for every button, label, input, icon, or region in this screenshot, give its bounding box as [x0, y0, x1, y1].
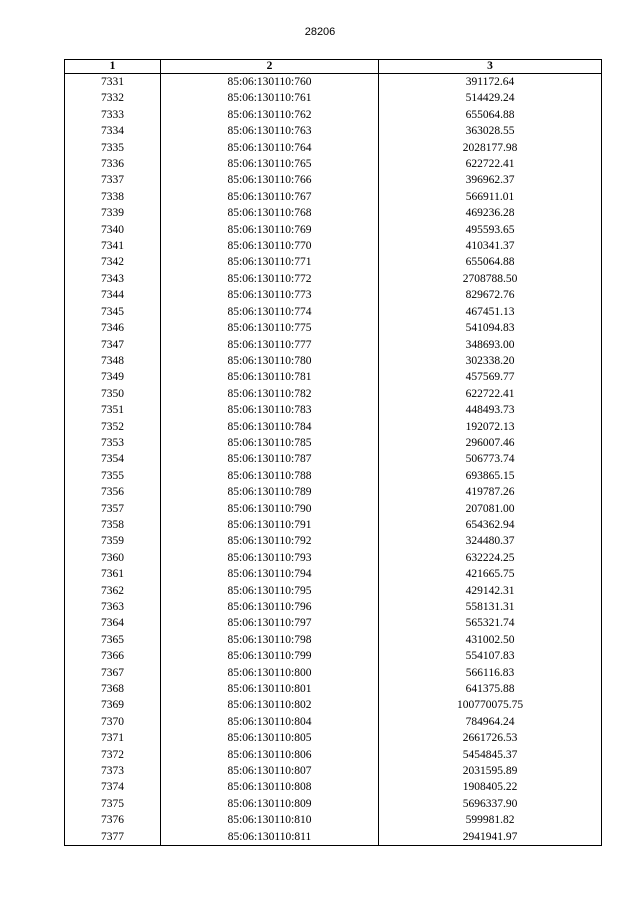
table-row	[65, 468, 602, 484]
data-table	[64, 59, 602, 846]
table-row	[65, 533, 602, 549]
value-cell: 5696337.90	[379, 796, 602, 812]
cadastral-number-cell: 85:06:130110:787	[161, 451, 379, 467]
table-row	[65, 747, 602, 763]
table-row	[65, 287, 602, 303]
cadastral-number-cell: 85:06:130110:774	[161, 304, 379, 320]
table-row	[65, 697, 602, 713]
cadastral-number-cell: 85:06:130110:777	[161, 337, 379, 353]
table-row	[65, 615, 602, 631]
row-number-cell: 7368	[65, 681, 161, 697]
cadastral-number-cell: 85:06:130110:806	[161, 747, 379, 763]
table-header	[65, 60, 602, 74]
cadastral-number-cell: 85:06:130110:811	[161, 829, 379, 846]
table-row	[65, 320, 602, 336]
value-cell: 2661726.53	[379, 730, 602, 746]
value-cell: 207081.00	[379, 501, 602, 517]
value-cell: 5454845.37	[379, 747, 602, 763]
row-number-cell: 7337	[65, 172, 161, 188]
row-number-cell: 7355	[65, 468, 161, 484]
table-row	[65, 566, 602, 582]
row-number-cell: 7345	[65, 304, 161, 320]
table-row	[65, 140, 602, 156]
row-number-cell: 7353	[65, 435, 161, 451]
row-number-cell: 7342	[65, 254, 161, 270]
row-number-cell: 7357	[65, 501, 161, 517]
row-number-cell: 7372	[65, 747, 161, 763]
cadastral-number-cell: 85:06:130110:768	[161, 205, 379, 221]
cadastral-number-cell: 85:06:130110:802	[161, 697, 379, 713]
cadastral-number-cell: 85:06:130110:775	[161, 320, 379, 336]
table-row	[65, 90, 602, 106]
cadastral-number-cell: 85:06:130110:769	[161, 222, 379, 238]
table-row	[65, 583, 602, 599]
row-number-cell: 7332	[65, 90, 161, 106]
value-cell: 410341.37	[379, 238, 602, 254]
cadastral-number-cell: 85:06:130110:782	[161, 386, 379, 402]
table-row	[65, 304, 602, 320]
value-cell: 100770075.75	[379, 697, 602, 713]
row-number-cell: 7363	[65, 599, 161, 615]
value-cell: 784964.24	[379, 714, 602, 730]
cadastral-number-cell: 85:06:130110:790	[161, 501, 379, 517]
value-cell: 514429.24	[379, 90, 602, 106]
row-number-cell: 7351	[65, 402, 161, 418]
value-cell: 192072.13	[379, 419, 602, 435]
table-row	[65, 386, 602, 402]
table-row	[65, 369, 602, 385]
value-cell: 632224.25	[379, 550, 602, 566]
cadastral-number-cell: 85:06:130110:761	[161, 90, 379, 106]
value-cell: 2708788.50	[379, 271, 602, 287]
table-row	[65, 402, 602, 418]
table-row	[65, 337, 602, 353]
value-cell: 829672.76	[379, 287, 602, 303]
table-row	[65, 353, 602, 369]
row-number-cell: 7375	[65, 796, 161, 812]
row-number-cell: 7336	[65, 156, 161, 172]
value-cell: 599981.82	[379, 812, 602, 828]
cadastral-number-cell: 85:06:130110:763	[161, 123, 379, 139]
value-cell: 566116.83	[379, 665, 602, 681]
table-row	[65, 419, 602, 435]
cadastral-number-cell: 85:06:130110:784	[161, 419, 379, 435]
row-number-cell: 7352	[65, 419, 161, 435]
cadastral-number-cell: 85:06:130110:792	[161, 533, 379, 549]
value-cell: 396962.37	[379, 172, 602, 188]
value-cell: 324480.37	[379, 533, 602, 549]
cadastral-number-cell: 85:06:130110:767	[161, 189, 379, 205]
value-cell: 457569.77	[379, 369, 602, 385]
table-row	[65, 271, 602, 287]
cadastral-number-cell: 85:06:130110:764	[161, 140, 379, 156]
value-cell: 469236.28	[379, 205, 602, 221]
cadastral-number-cell: 85:06:130110:804	[161, 714, 379, 730]
value-cell: 2031595.89	[379, 763, 602, 779]
table-row	[65, 74, 602, 91]
value-cell: 467451.13	[379, 304, 602, 320]
cadastral-number-cell: 85:06:130110:808	[161, 779, 379, 795]
table-row	[65, 484, 602, 500]
row-number-cell: 7367	[65, 665, 161, 681]
row-number-cell: 7346	[65, 320, 161, 336]
value-cell: 541094.83	[379, 320, 602, 336]
cadastral-number-cell: 85:06:130110:773	[161, 287, 379, 303]
table-row	[65, 156, 602, 172]
value-cell: 421665.75	[379, 566, 602, 582]
row-number-cell: 7339	[65, 205, 161, 221]
table-row	[65, 451, 602, 467]
page-number: 28206	[304, 26, 336, 38]
row-number-cell: 7366	[65, 648, 161, 664]
row-number-cell: 7370	[65, 714, 161, 730]
cadastral-number-cell: 85:06:130110:795	[161, 583, 379, 599]
table-row	[65, 222, 602, 238]
value-cell: 506773.74	[379, 451, 602, 467]
table-row	[65, 796, 602, 812]
row-number-cell: 7344	[65, 287, 161, 303]
table-body	[65, 74, 602, 846]
table-row	[65, 123, 602, 139]
value-cell: 641375.88	[379, 681, 602, 697]
table-row	[65, 517, 602, 533]
cadastral-number-cell: 85:06:130110:793	[161, 550, 379, 566]
value-cell: 558131.31	[379, 599, 602, 615]
row-number-cell: 7338	[65, 189, 161, 205]
table-row	[65, 107, 602, 123]
row-number-cell: 7369	[65, 697, 161, 713]
row-number-cell: 7364	[65, 615, 161, 631]
value-cell: 431002.50	[379, 632, 602, 648]
table-row	[65, 238, 602, 254]
value-cell: 419787.26	[379, 484, 602, 500]
table-row	[65, 205, 602, 221]
value-cell: 693865.15	[379, 468, 602, 484]
value-cell: 296007.46	[379, 435, 602, 451]
table-row	[65, 550, 602, 566]
row-number-cell: 7358	[65, 517, 161, 533]
cadastral-number-cell: 85:06:130110:781	[161, 369, 379, 385]
table-row	[65, 829, 602, 846]
cadastral-number-cell: 85:06:130110:762	[161, 107, 379, 123]
row-number-cell: 7371	[65, 730, 161, 746]
table-row	[65, 714, 602, 730]
row-number-cell: 7333	[65, 107, 161, 123]
row-number-cell: 7377	[65, 829, 161, 846]
value-cell: 566911.01	[379, 189, 602, 205]
table-row	[65, 172, 602, 188]
cadastral-number-cell: 85:06:130110:783	[161, 402, 379, 418]
column-header-1: 1	[65, 60, 161, 74]
table-row	[65, 763, 602, 779]
table-row	[65, 632, 602, 648]
cadastral-number-cell: 85:06:130110:801	[161, 681, 379, 697]
value-cell: 622722.41	[379, 386, 602, 402]
value-cell: 391172.64	[379, 74, 602, 91]
row-number-cell: 7365	[65, 632, 161, 648]
table-row	[65, 599, 602, 615]
table-row	[65, 254, 602, 270]
cadastral-number-cell: 85:06:130110:771	[161, 254, 379, 270]
value-cell: 554107.83	[379, 648, 602, 664]
row-number-cell: 7362	[65, 583, 161, 599]
row-number-cell: 7340	[65, 222, 161, 238]
cadastral-number-cell: 85:06:130110:785	[161, 435, 379, 451]
value-cell: 655064.88	[379, 254, 602, 270]
value-cell: 363028.55	[379, 123, 602, 139]
row-number-cell: 7356	[65, 484, 161, 500]
cadastral-number-cell: 85:06:130110:810	[161, 812, 379, 828]
row-number-cell: 7354	[65, 451, 161, 467]
cadastral-number-cell: 85:06:130110:807	[161, 763, 379, 779]
column-header-3: 3	[379, 60, 602, 74]
table-row	[65, 435, 602, 451]
cadastral-number-cell: 85:06:130110:799	[161, 648, 379, 664]
value-cell: 2941941.97	[379, 829, 602, 846]
value-cell: 655064.88	[379, 107, 602, 123]
cadastral-number-cell: 85:06:130110:780	[161, 353, 379, 369]
header-row	[65, 60, 602, 74]
row-number-cell: 7334	[65, 123, 161, 139]
cadastral-number-cell: 85:06:130110:760	[161, 74, 379, 91]
table-row	[65, 189, 602, 205]
value-cell: 1908405.22	[379, 779, 602, 795]
row-number-cell: 7376	[65, 812, 161, 828]
table-row	[65, 730, 602, 746]
value-cell: 429142.31	[379, 583, 602, 599]
table-row	[65, 812, 602, 828]
row-number-cell: 7347	[65, 337, 161, 353]
value-cell: 495593.65	[379, 222, 602, 238]
row-number-cell: 7343	[65, 271, 161, 287]
row-number-cell: 7359	[65, 533, 161, 549]
cadastral-number-cell: 85:06:130110:798	[161, 632, 379, 648]
row-number-cell: 7331	[65, 74, 161, 91]
value-cell: 302338.20	[379, 353, 602, 369]
cadastral-number-cell: 85:06:130110:805	[161, 730, 379, 746]
cadastral-number-cell: 85:06:130110:800	[161, 665, 379, 681]
row-number-cell: 7373	[65, 763, 161, 779]
row-number-cell: 7348	[65, 353, 161, 369]
value-cell: 622722.41	[379, 156, 602, 172]
table-row	[65, 648, 602, 664]
row-number-cell: 7350	[65, 386, 161, 402]
row-number-cell: 7361	[65, 566, 161, 582]
value-cell: 654362.94	[379, 517, 602, 533]
table-row	[65, 681, 602, 697]
cadastral-number-cell: 85:06:130110:766	[161, 172, 379, 188]
value-cell: 2028177.98	[379, 140, 602, 156]
row-number-cell: 7335	[65, 140, 161, 156]
value-cell: 448493.73	[379, 402, 602, 418]
cadastral-number-cell: 85:06:130110:765	[161, 156, 379, 172]
row-number-cell: 7349	[65, 369, 161, 385]
column-header-2: 2	[161, 60, 379, 74]
cadastral-number-cell: 85:06:130110:797	[161, 615, 379, 631]
cadastral-number-cell: 85:06:130110:789	[161, 484, 379, 500]
cadastral-number-cell: 85:06:130110:796	[161, 599, 379, 615]
value-cell: 348693.00	[379, 337, 602, 353]
table-row	[65, 665, 602, 681]
cadastral-number-cell: 85:06:130110:788	[161, 468, 379, 484]
value-cell: 565321.74	[379, 615, 602, 631]
row-number-cell: 7341	[65, 238, 161, 254]
table-row	[65, 779, 602, 795]
cadastral-number-cell: 85:06:130110:809	[161, 796, 379, 812]
cadastral-number-cell: 85:06:130110:772	[161, 271, 379, 287]
table-row	[65, 501, 602, 517]
cadastral-number-cell: 85:06:130110:794	[161, 566, 379, 582]
row-number-cell: 7374	[65, 779, 161, 795]
row-number-cell: 7360	[65, 550, 161, 566]
cadastral-number-cell: 85:06:130110:770	[161, 238, 379, 254]
cadastral-number-cell: 85:06:130110:791	[161, 517, 379, 533]
